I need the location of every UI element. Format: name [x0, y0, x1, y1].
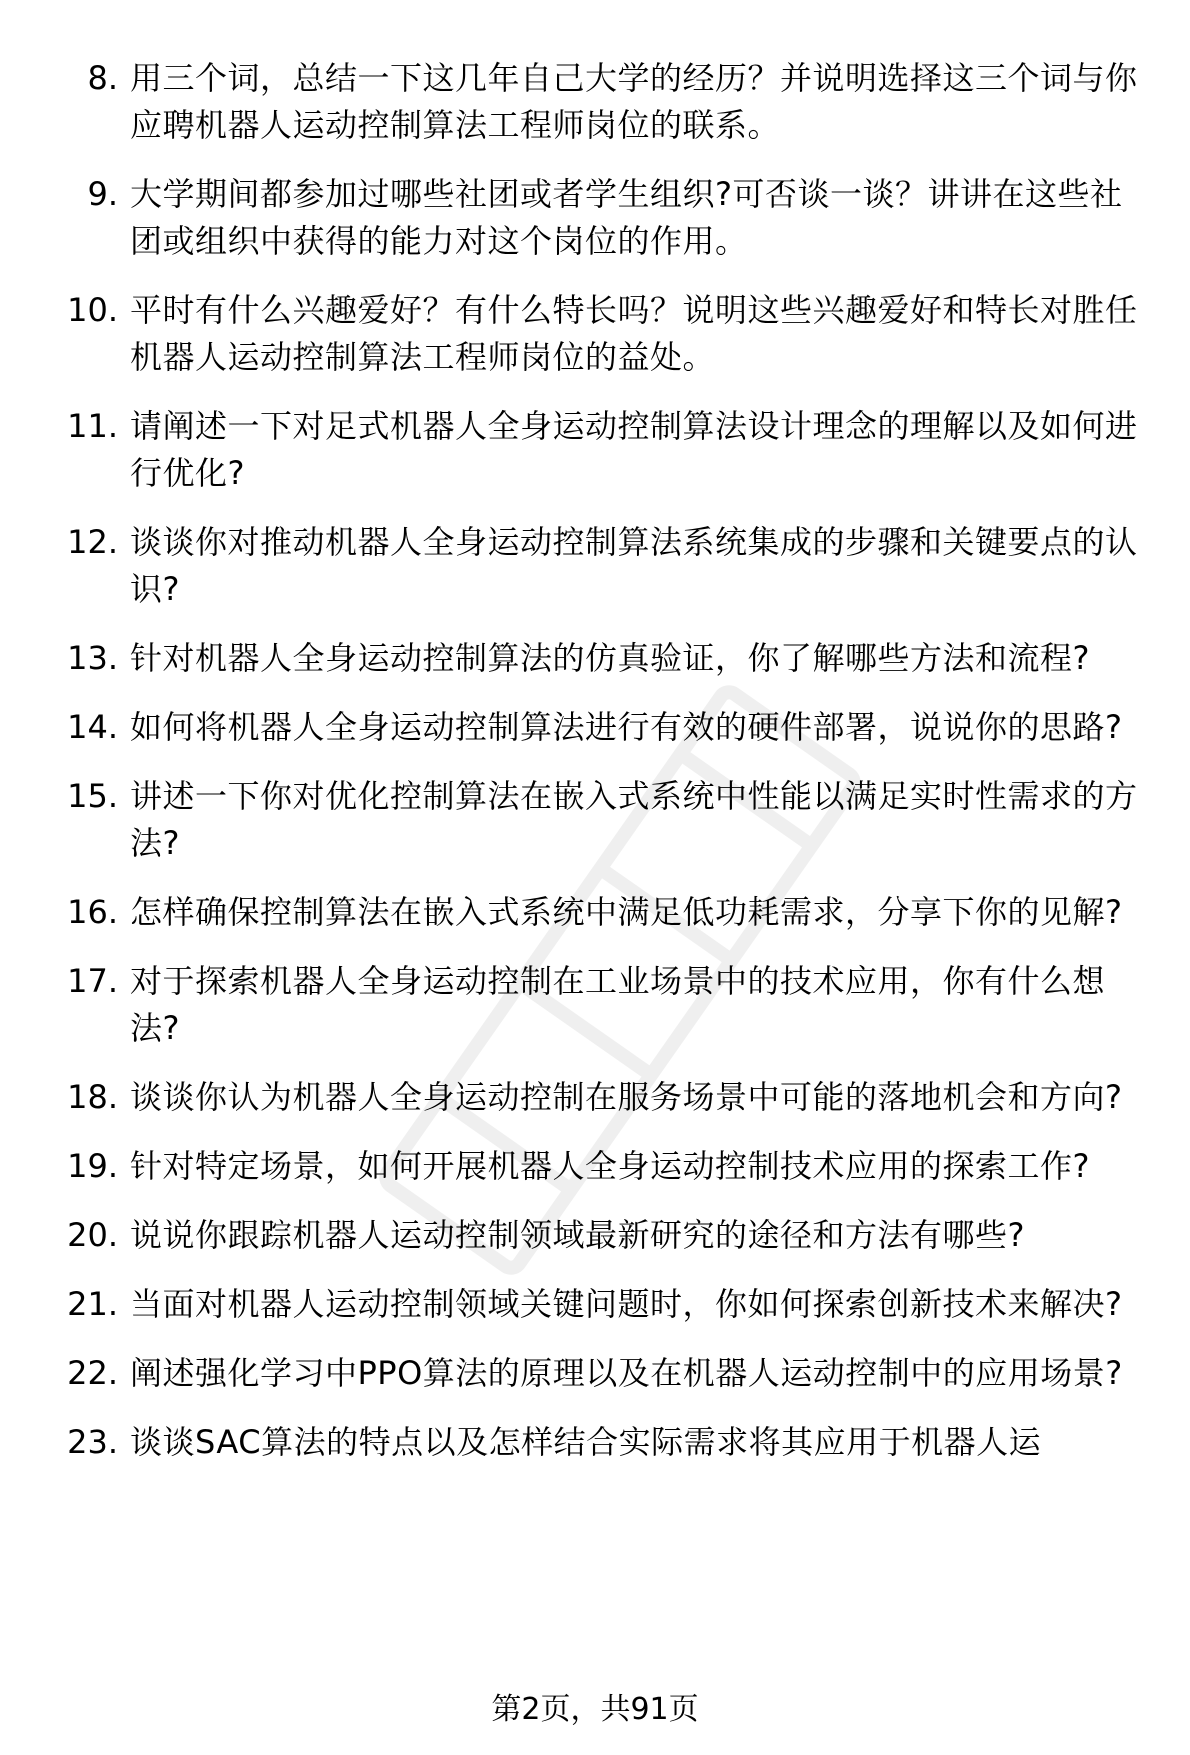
list-item: [60, 773, 1150, 867]
question-number: 22.: [67, 1354, 118, 1392]
question-text: 谈谈你对推动机器人全身运动控制算法系统集成的步骤和关键要点的认识?: [130, 523, 1138, 608]
question-text: 讲述一下你对优化控制算法在嵌入式系统中性能以满足实时性需求的方法?: [130, 777, 1138, 862]
question-number: 18.: [67, 1078, 118, 1116]
question-number: 8.: [87, 59, 118, 97]
question-text: 谈谈你认为机器人全身运动控制在服务场景中可能的落地机会和方向?: [130, 1078, 1123, 1116]
list-item: [60, 1281, 1150, 1328]
list-item: [60, 1350, 1150, 1397]
list-item: [60, 1074, 1150, 1121]
question-text: 说说你跟踪机器人运动控制领域最新研究的途径和方法有哪些?: [130, 1216, 1025, 1254]
question-text: 谈谈SAC算法的特点以及怎样结合实际需求将其应用于机器人运: [130, 1423, 1042, 1461]
question-text: 请阐述一下对足式机器人全身运动控制算法设计理念的理解以及如何进行优化?: [130, 407, 1138, 492]
question-number: 12.: [67, 523, 118, 561]
list-item: [60, 1143, 1150, 1190]
question-list: [60, 55, 1150, 1488]
question-number: 21.: [67, 1285, 118, 1323]
page-number-label: 第2页，共91页: [491, 1692, 699, 1727]
list-item: [60, 519, 1150, 613]
list-item: [60, 889, 1150, 936]
question-text: 怎样确保控制算法在嵌入式系统中满足低功耗需求，分享下你的见解?: [130, 893, 1123, 931]
question-number: 23.: [67, 1423, 118, 1461]
question-text: 如何将机器人全身运动控制算法进行有效的硬件部署，说说你的思路?: [130, 708, 1123, 746]
list-item: [60, 1419, 1150, 1466]
question-number: 16.: [67, 893, 118, 931]
question-text: 用三个词，总结一下这几年自己大学的经历？并说明选择这三个词与你应聘机器人运动控制算法工程师岗位的联系。: [130, 59, 1138, 144]
question-text: 平时有什么兴趣爱好？有什么特长吗？说明这些兴趣爱好和特长对胜任机器人运动控制算法工程师岗位的益处。: [130, 291, 1138, 376]
list-item: [60, 1212, 1150, 1259]
question-number: 14.: [67, 708, 118, 746]
question-number: 15.: [67, 777, 118, 815]
list-item: [60, 635, 1150, 682]
question-number: 13.: [67, 639, 118, 677]
list-item: [60, 704, 1150, 751]
question-number: 17.: [67, 962, 118, 1000]
list-item: [60, 403, 1150, 497]
page-footer: [0, 1690, 1190, 1730]
list-item: [60, 55, 1150, 149]
list-item: [60, 958, 1150, 1052]
list-item: [60, 287, 1150, 381]
list-item: [60, 171, 1150, 265]
question-number: 10.: [67, 291, 118, 329]
question-text: 针对特定场景，如何开展机器人全身运动控制技术应用的探索工作?: [130, 1147, 1090, 1185]
question-number: 11.: [67, 407, 118, 445]
question-text: 针对机器人全身运动控制算法的仿真验证，你了解哪些方法和流程?: [130, 639, 1090, 677]
question-number: 20.: [67, 1216, 118, 1254]
question-number: 9.: [87, 175, 118, 213]
question-text: 大学期间都参加过哪些社团或者学生组织?可否谈一谈？讲讲在这些社团或组织中获得的能力对这个岗位的作用。: [130, 175, 1123, 260]
question-number: 19.: [67, 1147, 118, 1185]
question-text: 对于探索机器人全身运动控制在工业场景中的技术应用，你有什么想法?: [130, 962, 1106, 1047]
question-text: 阐述强化学习中PPO算法的原理以及在机器人运动控制中的应用场景?: [130, 1354, 1123, 1392]
question-text: 当面对机器人运动控制领域关键问题时，你如何探索创新技术来解决?: [130, 1285, 1123, 1323]
